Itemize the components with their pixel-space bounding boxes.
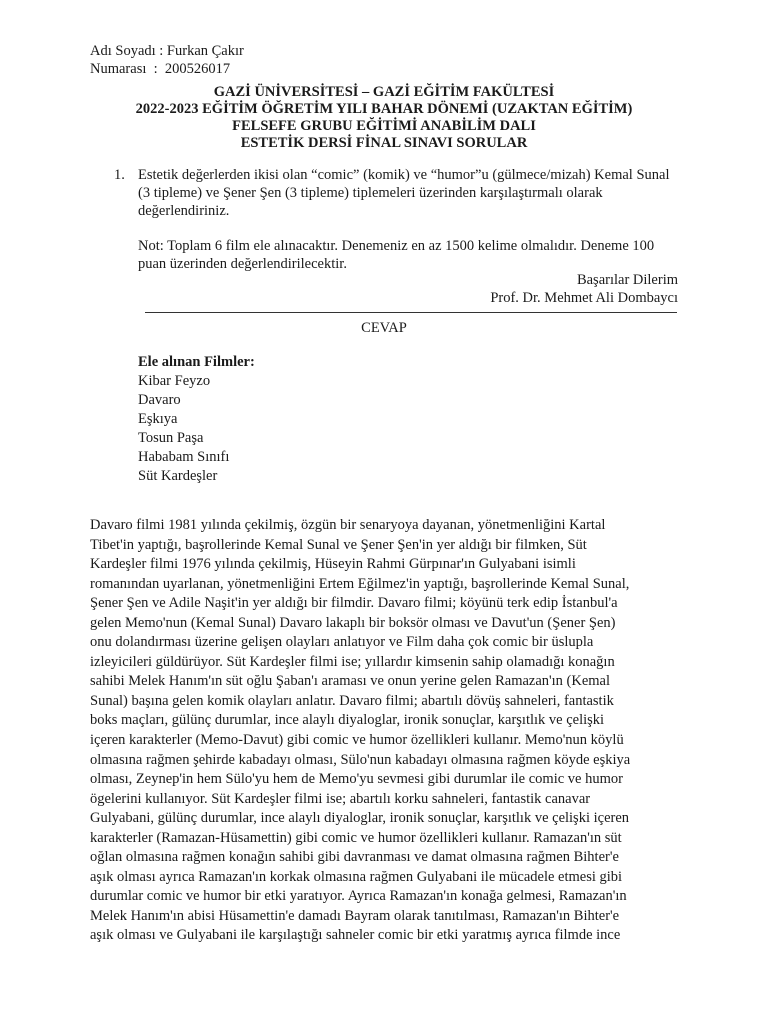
body-line: ögelerini kullanıyor. Süt Kardeşler filmi ise; abartılı korku sahneleri, fantastik canavar xyxy=(90,790,591,807)
body-line: romanından uyarlanan, yönetmenliğini Ertem Eğilmez'in yaptığı, başrollerinde Kemal Sunal, xyxy=(90,575,630,592)
film-list xyxy=(138,353,255,486)
term-title: 2022-2023 EĞİTİM ÖĞRETİM YILI BAHAR DÖNEMİ (UZAKTAN EĞİTİM) xyxy=(135,101,633,117)
body-line: onu dolandırması üzerine gelişen olayları anlatıyor ve Film daha çok comic bir üslupla xyxy=(90,634,594,651)
body-line: Melek Hanım'ın abisi Hüsamettin'e damadı Bayram olarak tanıtılması, Ramazan'ın Bihter'e xyxy=(90,907,620,924)
body-line: sahibi Melek Hanım'ın süt oğlu Şaban'ı araması ve onun yerine gelen Ramazan'ın (Kemal xyxy=(90,673,611,690)
body-line: gelen Memo'nun (Kemal Sunal) Davaro lakaplı bir boksör olması ve Davut'un (Şener Şen) xyxy=(90,614,616,631)
exam-title: ESTETİK DERSİ FİNAL SINAVI SORULAR xyxy=(240,135,528,151)
university-title: GAZİ ÜNİVERSİTESİ – GAZİ EĞİTİM FAKÜLTESİ xyxy=(213,84,555,100)
question-text: Estetik değerlerden ikisi olan “comic” (komik) ve “humor”u (gülmece/mizah) Kemal Sunal (3 tipleme) ve Şener Şen (3 tipleme) tiplemeleri üzerinden karşılaştırmalı olarak değerlendiriniz. xyxy=(138,167,670,219)
exam-heading xyxy=(90,84,678,152)
body-line: aşık olması ve Gulyabani ile karşılaştığı sahneler comic bir etki yaratmış ayrıca filmde ince xyxy=(90,927,621,944)
film-item: Kibar Feyzo xyxy=(138,373,211,389)
professor-name: Prof. Dr. Mehmet Ali Dombaycı xyxy=(490,290,678,306)
body-line: Sunal) başına gelen komik olayları anlatır. Davaro filmi; abartılı dövüş sahneleri, fantastik xyxy=(90,692,614,709)
body-line: aşık olması ayrıca Ramazan'ın korkak olmasına rağmen Gulyabani ile mücadele etmesi gibi xyxy=(90,868,623,885)
answer-heading: CEVAP xyxy=(361,320,407,336)
student-name: Adı Soyadı : Furkan Çakır xyxy=(90,43,244,59)
signature-block xyxy=(490,271,678,307)
body-line: Şener Şen ve Adile Naşit'in yer aldığı bir filmdir. Davaro filmi; köyünü terk edip İstanbul'a xyxy=(90,595,618,612)
film-item: Eşkıya xyxy=(138,411,178,427)
film-item: Hababam Sınıfı xyxy=(138,449,230,465)
wish-text: Başarılar Dilerim xyxy=(576,272,678,288)
body-line: Tibet'in yaptığı, başrollerinde Kemal Sunal ve Şener Şen'in yer aldığı bir filmken, Süt xyxy=(90,536,587,553)
body-line: olmasına rağmen şehirde kabadayı olması, Sülo'nun kabadayı olmasına rağmen köyde eşkiya xyxy=(90,751,631,768)
body-line: Davaro filmi 1981 yılında çekilmiş, özgün bir senaryoya dayanan, yönetmenliğini Kartal xyxy=(90,517,606,533)
film-item: Süt Kardeşler xyxy=(138,468,218,484)
body-line: Gulyabani, gülünç durumlar, ince alaylı diyaloglar, ironik sonuçlar, karşıtlık ve çelişki içeren xyxy=(90,810,630,827)
film-items xyxy=(138,372,255,486)
student-number: Numarası : 200526017 xyxy=(90,61,231,77)
answer-body xyxy=(90,516,690,946)
body-line: olması, Zeynep'in hem Sülo'yu hem de Memo'yu sevmesi gibi durumlar ile comic ve humor xyxy=(90,771,623,788)
film-list-title: Ele alınan Filmler: xyxy=(138,354,255,370)
film-item: Davaro xyxy=(138,392,181,408)
body-line: oğlan olmasına rağmen konağın sahibi gibi davranması ve damat olmasına rağmen Bihter'e xyxy=(90,849,619,866)
question-number: 1. xyxy=(114,167,125,183)
department-title: FELSEFE GRUBU EĞİTİMİ ANABİLİM DALI xyxy=(232,118,536,134)
divider-line xyxy=(145,312,677,313)
body-line: karakterler (Ramazan-Hüsamettin) gibi comic ve humor özellikleri kullanır. Ramazan'ın süt xyxy=(90,829,622,846)
body-line: boks maçları, gülünç durumlar, ince alaylı diyaloglar, ironik sonuçlar, karşıtlık ve çelişki xyxy=(90,712,605,729)
body-line: izleyicileri güldürüyor. Süt Kardeşler filmi ise; yıllardır kimsenin sahip olamadığı konağın xyxy=(90,653,615,670)
body-line: Kardeşler filmi 1976 yılında çekilmiş, Hüseyin Rahmi Gürpınar'ın Gulyabani isimli xyxy=(90,556,576,573)
student-info xyxy=(90,42,244,78)
exam-note: Not: Toplam 6 film ele alınacaktır. Denemeniz en az 1500 kelime olmalıdır. Deneme 100 puan üzerinden değerlendirilecektir. xyxy=(138,238,655,272)
body-line: durumlar comic ve humor bir etki yaratıyor. Ayrıca Ramazan'ın konağa gelmesi, Ramazan'ın xyxy=(90,888,627,905)
film-item: Tosun Paşa xyxy=(138,430,204,446)
body-line: içeren karakterler (Memo-Davut) gibi comic ve humor özellikleri kullanır. Memo'nun köylü xyxy=(90,732,624,749)
